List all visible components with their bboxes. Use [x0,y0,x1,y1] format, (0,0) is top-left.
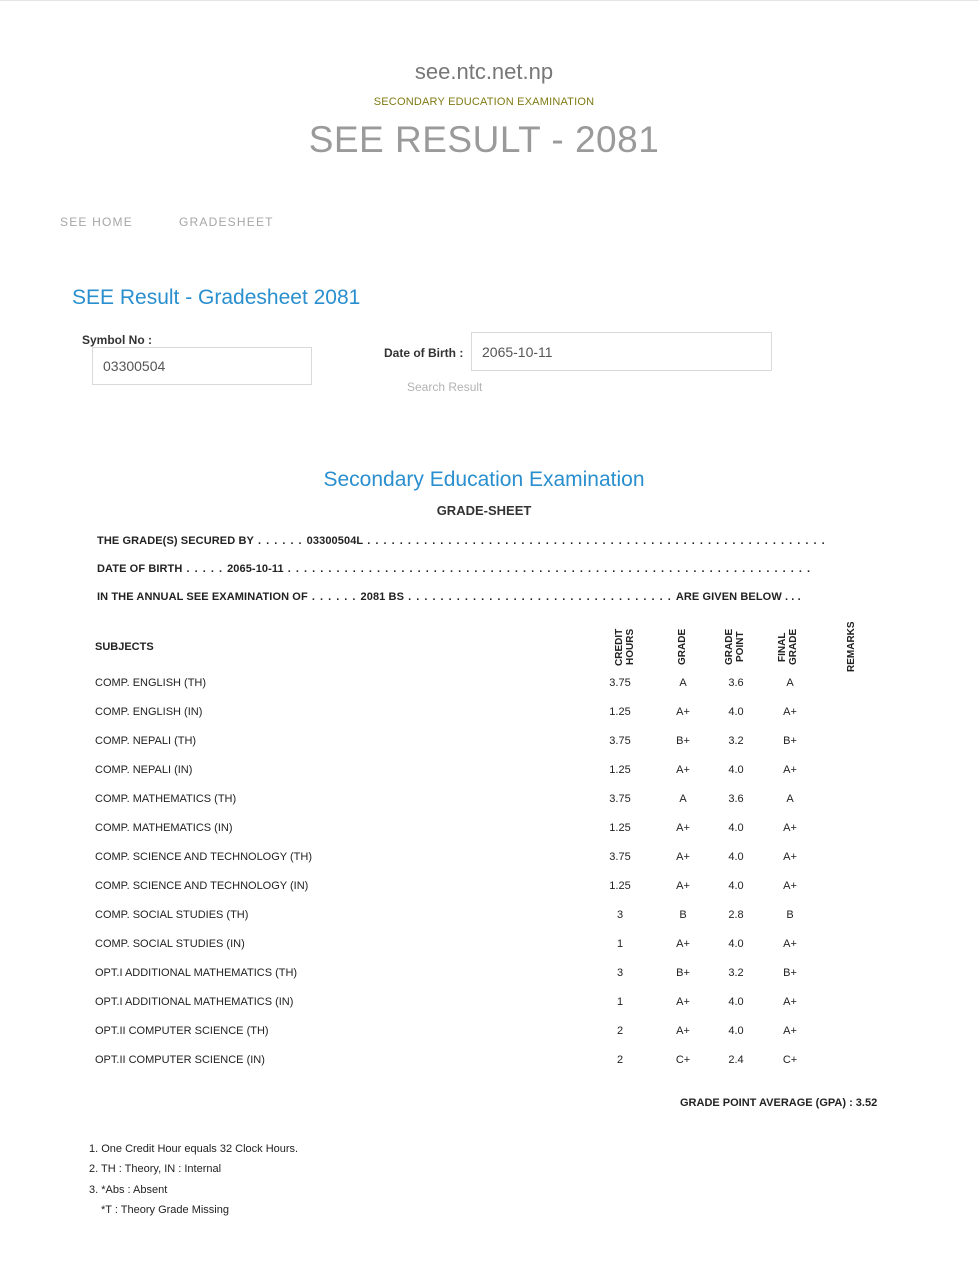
credit-hours-cell: 1 [616,996,624,1008]
secured-by-line: THE GRADE(S) SECURED BY . . . . . . 03300504L . . . . . . . . . . . . . . . . . . . . . . . . . . . . . . . . . . . . . . . . . . . . . . . . . . . . . . . . . [97,535,826,547]
search-result-button[interactable]: Search Result [407,380,483,394]
dob-line-value: 2065-10-11 [227,563,284,575]
nav-see-home[interactable]: SEE HOME [60,215,133,229]
header-remarks: REMARKS [846,621,857,673]
header-credit-hours: CREDIT HOURS [614,628,636,666]
table-row [0,764,968,793]
exam-line-label: IN THE ANNUAL SEE EXAMINATION OF [97,591,308,603]
header-grade: GRADE [677,628,688,666]
header-final-grade: FINAL GRADE [777,628,799,666]
table-row [0,880,968,909]
grade-point-cell: 4.0 [728,706,744,718]
final-grade-cell: A+ [783,996,797,1008]
subject-cell: COMP. NEPALI (TH) [95,735,197,747]
site-subtitle: SECONDARY EDUCATION EXAMINATION [373,96,595,108]
grade-point-cell: 2.4 [728,1054,744,1066]
final-grade-cell: A+ [783,880,797,892]
exam-line-suffix: ARE GIVEN BELOW . . . [675,591,801,603]
subject-cell: OPT.II COMPUTER SCIENCE (IN) [95,1054,265,1066]
gradesheet-subtitle: GRADE-SHEET [436,503,532,518]
table-row [0,996,968,1025]
site-url-title: see.ntc.net.np [414,59,554,84]
grade-cell: A+ [676,938,690,950]
table-row [0,938,968,967]
grade-cell: A+ [676,996,690,1008]
secured-by-value: 03300504L [306,535,364,547]
subject-cell: COMP. ENGLISH (IN) [95,706,203,718]
final-grade-cell: A+ [783,938,797,950]
credit-hours-cell: 3.75 [609,851,631,863]
grade-cell: A+ [676,851,690,863]
dob-input[interactable] [471,332,772,371]
credit-hours-cell: 2 [616,1025,624,1037]
grade-point-cell: 2.8 [728,909,744,921]
subject-cell: OPT.I ADDITIONAL MATHEMATICS (IN) [95,996,294,1008]
subject-cell: COMP. SCIENCE AND TECHNOLOGY (IN) [95,880,309,892]
grade-cell: A [679,677,687,689]
subject-cell: COMP. ENGLISH (TH) [95,677,207,689]
credit-hours-cell: 3.75 [609,793,631,805]
header-grade-point: GRADE POINT [724,628,746,666]
credit-hours-cell: 1.25 [609,764,631,776]
table-row [0,793,968,822]
symbol-no-input[interactable] [92,347,312,385]
grade-point-cell: 4.0 [728,880,744,892]
credit-hours-cell: 3 [616,967,624,979]
subject-cell: COMP. SOCIAL STUDIES (TH) [95,909,249,921]
dob-line: DATE OF BIRTH . . . . . 2065-10-11 . . . . . . . . . . . . . . . . . . . . . . . . . . . . . . . . . . . . . . . . . . . . . . . . . . . . . . . . . . . . . . . . . [97,563,812,575]
credit-hours-cell: 3.75 [609,735,631,747]
credit-hours-cell: 1.25 [609,822,631,834]
table-row [0,1054,968,1083]
note-item: 1. One Credit Hour equals 32 Clock Hours. [89,1143,299,1155]
grade-cell: B+ [676,735,690,747]
page-title: SEE RESULT - 2081 [308,119,660,160]
subject-cell: COMP. SCIENCE AND TECHNOLOGY (TH) [95,851,312,863]
credit-hours-cell: 3 [616,909,624,921]
final-grade-cell: A+ [783,764,797,776]
final-grade-cell: A+ [783,1025,797,1037]
subject-cell: OPT.I ADDITIONAL MATHEMATICS (TH) [95,967,298,979]
credit-hours-cell: 2 [616,1054,624,1066]
table-row [0,677,968,706]
subject-cell: COMP. NEPALI (IN) [95,764,193,776]
credit-hours-cell: 3.75 [609,677,631,689]
grade-point-cell: 4.0 [728,996,744,1008]
final-grade-cell: C+ [782,1054,798,1066]
table-row [0,851,968,880]
grade-point-cell: 4.0 [728,822,744,834]
subject-cell: COMP. SOCIAL STUDIES (IN) [95,938,245,950]
final-grade-cell: A [786,793,794,805]
table-row [0,967,968,996]
grade-point-cell: 4.0 [728,851,744,863]
grade-point-cell: 4.0 [728,938,744,950]
gpa-summary: GRADE POINT AVERAGE (GPA) : 3.52 [680,1097,878,1109]
grade-point-cell: 4.0 [728,1025,744,1037]
note-item: 2. TH : Theory, IN : Internal [89,1163,222,1175]
grade-cell: A+ [676,764,690,776]
table-row [0,909,968,938]
final-grade-cell: B+ [783,735,797,747]
subject-cell: COMP. MATHEMATICS (IN) [95,822,233,834]
final-grade-cell: A [786,677,794,689]
dob-line-label: DATE OF BIRTH [97,563,183,575]
final-grade-cell: A+ [783,822,797,834]
symbol-no-label: Symbol No : [82,333,153,347]
note-item: 3. *Abs : Absent [89,1184,168,1196]
exam-line: IN THE ANNUAL SEE EXAMINATION OF . . . . . . 2081 BS . . . . . . . . . . . . . . . . . . . . . . . . . . . . . . . . . ARE GIVEN BELOW . . . [97,591,801,603]
subject-cell: COMP. MATHEMATICS (TH) [95,793,237,805]
note-item: *T : Theory Grade Missing [101,1204,229,1216]
table-row [0,1025,968,1054]
secured-by-label: THE GRADE(S) SECURED BY [97,535,254,547]
header-subjects: SUBJECTS [95,641,154,653]
grade-point-cell: 3.6 [728,793,744,805]
grade-cell: A+ [676,1025,690,1037]
grade-cell: A+ [676,822,690,834]
form-heading: SEE Result - Gradesheet 2081 [72,286,361,309]
table-row [0,706,968,735]
final-grade-cell: B [786,909,794,921]
credit-hours-cell: 1 [616,938,624,950]
grade-point-cell: 4.0 [728,764,744,776]
grade-point-cell: 3.6 [728,677,744,689]
nav-gradesheet[interactable]: GRADESHEET [179,215,274,229]
gradesheet-title: Secondary Education Examination [323,468,645,491]
final-grade-cell: A+ [783,706,797,718]
final-grade-cell: B+ [783,967,797,979]
dob-label: Date of Birth : [384,346,464,360]
grade-cell: B+ [676,967,690,979]
grade-point-cell: 3.2 [728,967,744,979]
grade-cell: A+ [676,880,690,892]
grade-cell: C+ [675,1054,691,1066]
exam-line-value: 2081 BS [360,591,405,603]
credit-hours-cell: 1.25 [609,706,631,718]
table-row [0,735,968,764]
table-row [0,822,968,851]
grade-cell: A+ [676,706,690,718]
grade-cell: B [679,909,687,921]
subject-cell: OPT.II COMPUTER SCIENCE (TH) [95,1025,269,1037]
final-grade-cell: A+ [783,851,797,863]
credit-hours-cell: 1.25 [609,880,631,892]
grade-point-cell: 3.2 [728,735,744,747]
grade-cell: A [679,793,687,805]
